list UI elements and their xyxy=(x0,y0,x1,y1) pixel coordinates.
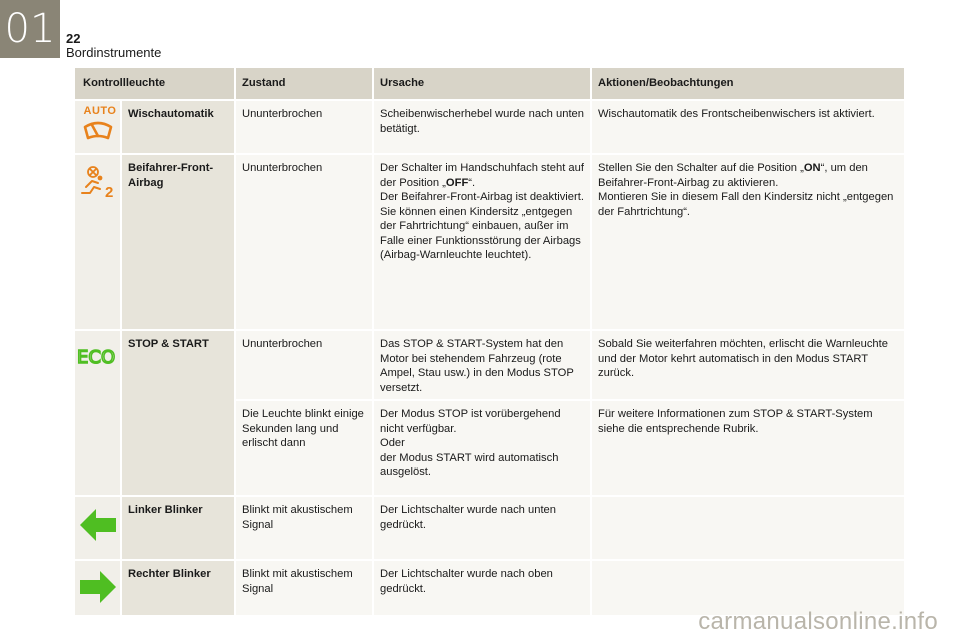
state-cell: Blinkt mit akustischem Signal xyxy=(236,495,374,559)
right-turn-signal-icon xyxy=(78,565,118,612)
column-header-indicator: Kontrollleuchte xyxy=(75,68,236,99)
column-header-action: Aktionen/Beobachtungen xyxy=(592,68,904,99)
cause-text: Sie können einen Kindersitz „entgegen der Fahrtrichtung“ einbauen, außer im Falle einer Funktionsstörung der Airbags (Airbag-Warnleuchte leuchtet). xyxy=(380,205,581,261)
auto-label: AUTO xyxy=(83,105,117,117)
windscreen-wiper-auto-icon xyxy=(79,105,117,150)
chapter-number-box xyxy=(0,0,60,58)
table-header-row xyxy=(75,68,904,99)
left-turn-signal-icon xyxy=(78,501,118,550)
passenger-airbag-off-icon xyxy=(80,159,116,204)
indicator-name: Wischautomatik xyxy=(122,99,236,153)
svg-text:2: 2 xyxy=(104,184,113,199)
cause-text: Der Schalter im Handschuhfach steht auf der Position „ xyxy=(380,162,584,189)
cause-cell: Das STOP & START-System hat den Motor bei stehendem Fahrzeug (rote Ampel, Stau usw.) in den Modus STOP versetzt. xyxy=(374,329,592,399)
icon-cell xyxy=(75,559,122,615)
indicator-name: STOP & START xyxy=(122,329,236,495)
action-cell xyxy=(592,153,904,329)
state-cell: Blinkt mit akustischem Signal xyxy=(236,559,374,615)
cause-cell: Scheibenwischerhebel wurde nach unten betätigt. xyxy=(374,99,592,153)
action-cell xyxy=(592,559,904,615)
column-header-state: Zustand xyxy=(236,68,374,99)
eco-label: ECO xyxy=(76,347,115,367)
action-text: “, um den Beifahrer-Front-Airbag zu aktivieren. xyxy=(598,162,868,189)
state-cell: Ununterbrochen xyxy=(236,153,374,329)
section-title: Bordinstrumente xyxy=(66,45,162,60)
table-row xyxy=(75,559,904,615)
indicator-name: Rechter Blinker xyxy=(122,559,236,615)
cause-cell xyxy=(374,153,592,329)
cause-cell: Der Lichtschalter wurde nach oben gedrückt. xyxy=(374,559,592,615)
table-row xyxy=(75,329,904,399)
cause-text: Der Beifahrer-Front-Airbag ist deaktiviert. xyxy=(380,191,584,203)
warning-lights-table xyxy=(75,68,904,615)
state-cell: Ununterbrochen xyxy=(236,99,374,153)
table-row xyxy=(75,495,904,559)
action-cell: Wischautomatik des Frontscheibenwischers ist aktiviert. xyxy=(592,99,904,153)
table-row xyxy=(75,153,904,329)
cause-cell xyxy=(374,399,592,495)
icon-cell xyxy=(75,329,122,495)
cause-cell: Der Lichtschalter wurde nach unten gedrückt. xyxy=(374,495,592,559)
page-number: 22 xyxy=(66,31,81,46)
eco-stop-start-icon xyxy=(76,335,120,372)
cause-text: “. xyxy=(468,176,476,189)
action-cell: Sobald Sie weiterfahren möchten, erlischt die Warnleuchte und der Motor kehrt automatisch in den Modus START zurück. xyxy=(592,329,904,399)
action-cell: Für weitere Informationen zum STOP & START-System siehe die entsprechende Rubrik. xyxy=(592,399,904,495)
off-keyword: OFF xyxy=(445,176,469,189)
on-keyword: ON xyxy=(803,162,821,174)
state-cell: Ununterbrochen xyxy=(236,329,374,399)
icon-cell xyxy=(75,153,122,329)
cause-text: Der Modus STOP ist vorübergehend nicht verfügbar. xyxy=(380,408,561,435)
indicator-name: Beifahrer-Front-Airbag xyxy=(122,153,236,329)
action-cell xyxy=(592,495,904,559)
indicator-name: Linker Blinker xyxy=(122,495,236,559)
state-cell: Die Leuchte blinkt einige Sekunden lang und erlischt dann xyxy=(236,399,374,495)
watermark: carmanualsonline.info xyxy=(698,608,938,635)
cause-text: der Modus START wird automatisch ausgelöst. xyxy=(380,451,559,478)
column-header-cause: Ursache xyxy=(374,68,592,99)
action-text: Stellen Sie den Schalter auf die Position „ xyxy=(598,162,804,174)
icon-cell xyxy=(75,495,122,559)
cause-text: Oder xyxy=(380,437,405,449)
icon-cell xyxy=(75,99,122,153)
table-row xyxy=(75,99,904,153)
chapter-number: 01 xyxy=(4,6,56,52)
action-text: Montieren Sie in diesem Fall den Kindersitz nicht „entgegen der Fahrtrichtung“. xyxy=(598,191,894,218)
